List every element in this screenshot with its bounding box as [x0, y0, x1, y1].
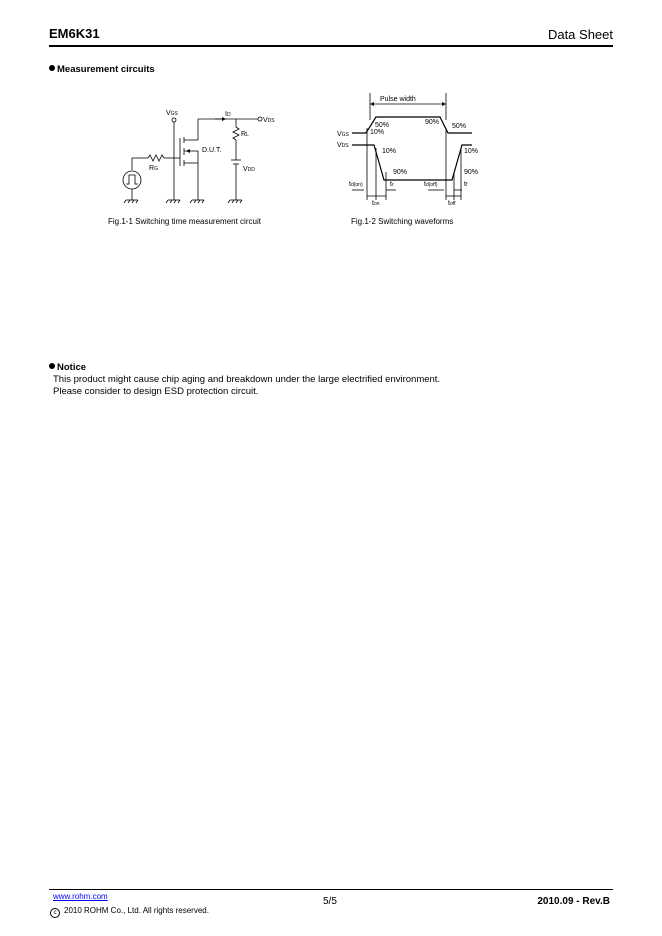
bullet-icon — [49, 363, 55, 369]
td-on-label: td(on) — [349, 181, 363, 188]
label-50pct-right: 50% — [452, 123, 467, 130]
notice-title-text: Notice — [57, 362, 87, 373]
wave-vds-label: VDS — [337, 142, 349, 149]
vds-terminal — [258, 117, 262, 121]
vgs-label: VGS — [166, 110, 178, 117]
waveform-caption: Fig.1-2 Switching waveforms — [351, 217, 454, 226]
label-90pct-top: 90% — [425, 119, 440, 126]
switching-circuit-diagram — [100, 100, 300, 210]
label-10pct-left-bottom: 10% — [382, 148, 397, 155]
label-50pct-left: 50% — [375, 122, 390, 129]
rg-resistor-icon — [148, 155, 164, 161]
label-90pct-right: 90% — [464, 169, 479, 176]
measurement-title-text: Measurement circuits — [57, 64, 155, 75]
footer-rule — [49, 889, 613, 890]
header-rule — [49, 45, 613, 47]
document-type: Data Sheet — [547, 27, 613, 42]
measurement-section-title — [49, 64, 155, 75]
copyright-icon: c — [50, 908, 60, 918]
rohm-website-link[interactable]: www.rohm.com — [53, 892, 108, 901]
notice-line-2: Please consider to design ESD protection circuit. — [53, 386, 259, 397]
dut-label: D.U.T. — [202, 147, 222, 154]
tf-label: tf — [464, 181, 468, 188]
part-number: EM6K31 — [49, 26, 100, 41]
pulse-generator-icon — [123, 171, 141, 189]
rg-label: RG — [149, 165, 158, 172]
vdd-label: VDD — [243, 166, 255, 173]
wave-vgs-label: VGS — [337, 131, 349, 138]
tr-label: tr — [390, 181, 394, 188]
rl-label: RL — [241, 131, 249, 138]
ton-label: ton — [372, 200, 380, 207]
rl-resistor-icon — [233, 127, 239, 140]
revision: 2010.09 - Rev.B — [537, 896, 610, 907]
notice-line-1: This product might cause chip aging and breakdown under the large electrified environment. — [53, 374, 441, 385]
label-10pct-left-top: 10% — [370, 129, 385, 136]
copyright-text: 2010 ROHM Co., Ltd. All rights reserved. — [64, 906, 209, 915]
id-label: ID — [225, 111, 231, 118]
vgs-terminal — [172, 118, 176, 122]
circuit-caption: Fig.1-1 Switching time measurement circuit — [108, 217, 261, 226]
td-off-label: td(off) — [424, 181, 438, 188]
toff-label: toff — [448, 200, 456, 207]
switching-waveform-diagram — [330, 88, 490, 210]
label-10pct-right: 10% — [464, 148, 479, 155]
bullet-icon — [49, 65, 55, 71]
pulse-width-label: Pulse width — [380, 96, 416, 103]
label-90pct-left-bottom: 90% — [393, 169, 408, 176]
page-number: 5/5 — [323, 896, 337, 907]
vds-label: VDS — [263, 117, 275, 124]
notice-section-title — [49, 362, 86, 373]
copyright — [50, 906, 209, 918]
